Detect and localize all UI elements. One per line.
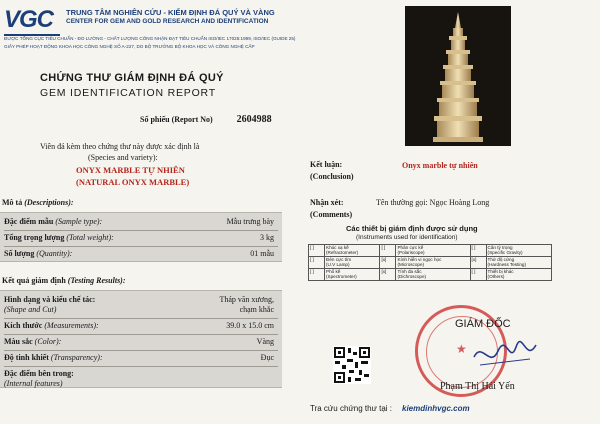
row-divider: [4, 334, 278, 335]
report-number-value: 2604988: [236, 114, 272, 125]
org-name-vn: TRUNG TÂM NGHIÊN CỨU - KIỂM ĐỊNH ĐÁ QUÝ VÀ VÀNG: [66, 8, 275, 17]
stamp-star-icon: ★: [456, 342, 467, 356]
report-number: [140, 114, 272, 125]
descriptions-heading: [2, 198, 74, 207]
check-refractometer: [ ]: [310, 245, 314, 250]
instrument-others-vn: Thiết bị khác: [487, 269, 514, 274]
director-name: Phạm Thị Hải Yến: [440, 381, 515, 392]
conclusion-value: Onyx marble tự nhiên: [402, 161, 478, 170]
instrument-check: [470, 245, 486, 257]
result-transparency-label: [4, 353, 103, 362]
instrument-uv-en: (U.V Lamp): [326, 262, 350, 267]
row-divider: [4, 246, 278, 247]
sample-photo: [405, 6, 511, 146]
instrument-check: [470, 257, 486, 269]
footer-website-link[interactable]: kiemdinhvgc.com: [402, 404, 470, 413]
org-name-en: CENTER FOR GEM AND GOLD RESEARCH AND IDENTIFICATION: [66, 18, 269, 25]
row-divider: [4, 350, 278, 351]
comments-label-en: (Comments): [310, 210, 353, 219]
desc-total-weight-value: 3 kg: [260, 233, 274, 242]
result-internal-label-en-text: (Internal features): [4, 379, 63, 388]
desc-row-label: [4, 233, 114, 242]
result-shape-value-2: chạm khắc: [239, 305, 274, 314]
instrument-polariscope-vn: Phân cực kế: [397, 245, 424, 250]
pagoda-image: [405, 6, 511, 146]
row-divider: [4, 366, 278, 367]
instrument-others-en: (Others): [487, 274, 505, 279]
instrument-dichroscope-vn: Tính đa sắc: [397, 269, 422, 274]
signature-mark: [470, 335, 540, 375]
check-polariscope: [ ]: [381, 245, 386, 250]
footer-label: Tra cứu chứng thư tại :: [310, 404, 393, 413]
instrument-row: [309, 269, 552, 281]
results-heading: [2, 276, 126, 285]
report-number-label: Số phiếu (Report No): [140, 115, 213, 124]
desc-sample-type-value: Mẫu trưng bày: [226, 217, 274, 226]
result-color-label-en: (Color):: [34, 337, 62, 346]
intro-text-vn: Viên đá kèm theo chứng thư này được xác định là: [40, 142, 200, 151]
intro-text-en: (Species and variety):: [88, 153, 158, 162]
desc-sample-type-label-en: (Sample type):: [55, 217, 103, 226]
desc-total-weight-label: Tổng trọng lượng: [4, 233, 65, 242]
instrument-sg-en: (Specific Gravity): [487, 250, 523, 255]
check-specific-gravity: [ ]: [471, 245, 476, 250]
instrument-cell: [325, 257, 380, 269]
check-hardness: [x]: [471, 257, 477, 262]
instrument-dichroscope-en: (Dichroscope): [397, 274, 427, 279]
instrument-hardness-en: (Hardness Testing): [487, 262, 527, 267]
header: [0, 0, 330, 58]
instrument-polariscope-en: (Polariscope): [397, 250, 425, 255]
check-dichroscope: [x]: [381, 269, 387, 274]
result-shape-label-en: [4, 305, 56, 314]
comments-value: Tên thường gọi: Ngọc Hoàng Long: [376, 198, 490, 207]
desc-sample-type-label: Đặc điểm mẫu: [4, 217, 54, 226]
instrument-cell: [325, 269, 380, 281]
instrument-cell: [486, 269, 551, 281]
comments-label: Nhận xét:: [310, 198, 344, 207]
instrument-cell: [325, 245, 380, 257]
check-uv-lamp: [ ]: [310, 257, 314, 262]
instrument-spectrometer-en: (Spectrometer): [326, 274, 357, 279]
instrument-check: [309, 257, 325, 269]
desc-quantity-label-en: (Quantity):: [36, 249, 73, 258]
instruments-heading-en: (Instruments used for identification): [356, 234, 458, 241]
results-heading-vn: Kết quả giám định: [2, 276, 66, 285]
instrument-sg-vn: Cân tỷ trọng: [487, 245, 513, 250]
result-transparency-value: Đục: [260, 353, 274, 362]
result-size-value: 39.0 x 15.0 cm: [226, 321, 274, 330]
row-divider: [4, 230, 278, 231]
instrument-check: [470, 269, 486, 281]
result-size-label-en: (Measurements):: [44, 321, 99, 330]
result-color-label-vn: Màu sắc: [4, 337, 33, 346]
instrument-row: [309, 257, 552, 269]
report-title-vn: CHỨNG THƯ GIÁM ĐỊNH ĐÁ QUÝ: [40, 72, 224, 84]
instrument-check: [309, 245, 325, 257]
instrument-check: [380, 269, 396, 281]
check-others: [ ]: [471, 269, 476, 274]
report-title-en: GEM IDENTIFICATION REPORT: [40, 87, 216, 99]
instruments-grid: [308, 244, 552, 281]
instrument-hardness-vn: Thử độ cứng: [487, 257, 515, 262]
desc-row-label: [4, 217, 102, 226]
check-spectrometer: [ ]: [310, 269, 314, 274]
result-transparency-label-en: (Transparency):: [50, 353, 103, 362]
species-vn: ONYX MARBLE TỰ NHIÊN: [76, 165, 185, 175]
descriptions-heading-en: (Descriptions):: [24, 198, 74, 207]
result-shape-label-en-text: (Shape and Cut): [4, 305, 57, 314]
result-color-value: Vàng: [256, 337, 274, 346]
desc-quantity-value: 01 mẫu: [250, 249, 274, 258]
instrument-microscope-en: (Microscope): [397, 262, 425, 267]
instrument-cell: [486, 257, 551, 269]
result-color-label: [4, 337, 61, 346]
result-internal-label-en: [4, 379, 63, 388]
result-size-label-vn: Kích thước: [4, 321, 43, 330]
vgc-logo: VGC: [4, 6, 54, 33]
instrument-refractometer-vn: Khúc xạ kế: [326, 245, 349, 250]
species-en: (NATURAL ONYX MARBLE): [76, 177, 190, 187]
instrument-refractometer-en: (Refractometer): [326, 250, 359, 255]
conclusion-label: Kết luận:: [310, 160, 343, 169]
license-line: GIẤY PHÉP HOẠT ĐỘNG KHOA HỌC CÔNG NGHỆ SỐ A-227, DO BỘ TRƯỞNG BỘ KHOA HỌC VÀ CÔNG NGHỆ CẤP: [4, 44, 255, 49]
result-shape-label: Hình dạng và kiểu chế tác:: [4, 295, 96, 304]
director-title: GIÁM ĐỐC: [455, 318, 511, 330]
descriptions-box: [0, 212, 282, 262]
descriptions-heading-vn: Mô tả: [2, 198, 23, 207]
result-size-label: [4, 321, 99, 330]
check-microscope: [x]: [381, 257, 387, 262]
result-internal-label: Đặc điểm bên trong:: [4, 369, 74, 378]
instrument-spectrometer-vn: Phổ kế: [326, 269, 341, 274]
instrument-cell: [396, 269, 470, 281]
instruments-table: [308, 244, 552, 280]
results-box: [0, 290, 282, 388]
instrument-check: [309, 269, 325, 281]
qr-code-icon[interactable]: [333, 346, 371, 384]
results-heading-en: (Testing Results):: [67, 276, 126, 285]
instrument-cell: [396, 245, 470, 257]
conclusion-label-en: (Conclusion): [310, 172, 354, 181]
accreditation-line: ĐƯỢC TỔNG CỤC TIÊU CHUẨN - ĐO LƯỜNG - CHẤT LƯỢNG CÔNG NHẬN ĐẠT TIÊU CHUẨN ISO/IEC 17025:1999, ISO/IEC (GUIDE 25): [4, 36, 296, 41]
result-transparency-label-vn: Độ tinh khiết: [4, 353, 49, 362]
result-shape-value: Tháp văn xương,: [219, 295, 274, 304]
instrument-cell: [396, 257, 470, 269]
instrument-check: [380, 257, 396, 269]
instrument-check: [380, 245, 396, 257]
instruments-heading: Các thiết bị giám định được sử dụng: [346, 224, 478, 233]
instrument-uv-vn: Đèn cực tím: [326, 257, 352, 262]
desc-row-label: [4, 249, 72, 258]
desc-total-weight-label-en: (Total weight):: [66, 233, 114, 242]
instrument-row: [309, 245, 552, 257]
desc-quantity-label: Số lượng: [4, 249, 35, 258]
instrument-microscope-vn: Kính hiển vi ngọc học: [397, 257, 442, 262]
row-divider: [4, 318, 278, 319]
instrument-cell: [486, 245, 551, 257]
